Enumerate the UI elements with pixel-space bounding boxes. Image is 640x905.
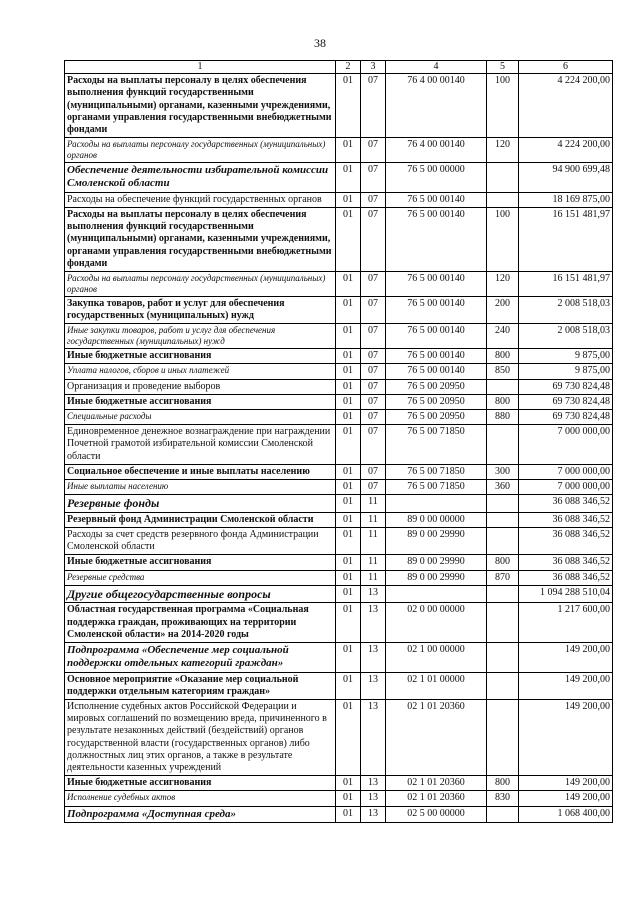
row-expense-type: 850 <box>487 364 519 379</box>
row-section: 01 <box>336 379 361 394</box>
row-target-article: 76 4 00 00140 <box>386 74 487 138</box>
row-amount: 9 875,00 <box>519 364 613 379</box>
row-amount: 149 200,00 <box>519 791 613 806</box>
row-target-article: 02 1 00 00000 <box>386 642 487 672</box>
row-target-article: 76 5 00 71850 <box>386 479 487 494</box>
header-cell-4: 4 <box>386 61 487 74</box>
table-row <box>65 324 613 349</box>
row-amount: 149 200,00 <box>519 776 613 791</box>
row-amount: 2 008 518,03 <box>519 296 613 323</box>
row-name: Расходы на выплаты персоналу в целях обеспечения выполнения функций государственными (муниципальными) органами, казенными учреждениями, органами управления государственными внебюджетными фондами <box>65 74 336 138</box>
row-subsection: 13 <box>361 642 386 672</box>
row-subsection: 07 <box>361 394 386 409</box>
row-expense-type <box>487 425 519 465</box>
table-row <box>65 603 613 643</box>
header-cell-3: 3 <box>361 61 386 74</box>
row-target-article: 76 5 00 00000 <box>386 163 487 193</box>
row-amount: 94 900 699,48 <box>519 163 613 193</box>
row-target-article: 02 1 01 00000 <box>386 672 487 699</box>
row-amount: 36 088 346,52 <box>519 555 613 570</box>
row-name: Обеспечение деятельности избирательной комиссии Смоленской области <box>65 163 336 193</box>
row-subsection: 11 <box>361 527 386 554</box>
row-name: Специальные расходы <box>65 410 336 425</box>
row-section: 01 <box>336 464 361 479</box>
row-expense-type: 800 <box>487 349 519 364</box>
row-amount: 16 151 481,97 <box>519 208 613 272</box>
row-target-article: 89 0 00 29990 <box>386 570 487 585</box>
row-name: Исполнение судебных актов <box>65 791 336 806</box>
row-section: 01 <box>336 425 361 465</box>
row-subsection: 13 <box>361 776 386 791</box>
row-amount: 1 217 600,00 <box>519 603 613 643</box>
row-amount: 36 088 346,52 <box>519 512 613 527</box>
table-row <box>65 512 613 527</box>
row-subsection: 07 <box>361 364 386 379</box>
row-target-article: 76 5 00 20950 <box>386 410 487 425</box>
row-subsection: 07 <box>361 324 386 349</box>
page-number: 38 <box>314 36 326 50</box>
table-row <box>65 163 613 193</box>
row-amount: 149 200,00 <box>519 642 613 672</box>
row-subsection: 11 <box>361 495 386 513</box>
row-expense-type <box>487 495 519 513</box>
row-subsection: 07 <box>361 208 386 272</box>
row-subsection: 07 <box>361 192 386 207</box>
row-subsection: 11 <box>361 555 386 570</box>
row-expense-type <box>487 700 519 776</box>
row-expense-type: 360 <box>487 479 519 494</box>
table-row <box>65 296 613 323</box>
table-row <box>65 464 613 479</box>
row-amount: 69 730 824,48 <box>519 410 613 425</box>
row-expense-type <box>487 806 519 822</box>
row-amount: 149 200,00 <box>519 700 613 776</box>
table-row <box>65 527 613 554</box>
row-amount: 36 088 346,52 <box>519 570 613 585</box>
row-name: Иные бюджетные ассигнования <box>65 394 336 409</box>
table-row <box>65 700 613 776</box>
row-target-article: 76 5 00 00140 <box>386 349 487 364</box>
row-name: Единовременное денежное вознаграждение при награждении Почетной грамотой избирательной комиссии Смоленской области <box>65 425 336 465</box>
row-name: Исполнение судебных актов Российской Федерации и мировых соглашений по возмещению вреда, причиненного в результате незаконных действий (бездействий) органов государственной власти (государственных органов) либо должностных лиц этих органов, а также в результате деятельности казенных учреждений <box>65 700 336 776</box>
row-subsection: 07 <box>361 349 386 364</box>
row-section: 01 <box>336 495 361 513</box>
row-amount: 7 000 000,00 <box>519 464 613 479</box>
row-target-article: 89 0 00 00000 <box>386 512 487 527</box>
table-row <box>65 364 613 379</box>
row-name: Расходы на выплаты персоналу государственных (муниципальных) органов <box>65 272 336 297</box>
row-amount: 36 088 346,52 <box>519 495 613 513</box>
row-subsection: 13 <box>361 672 386 699</box>
header-cell-5: 5 <box>487 61 519 74</box>
row-subsection: 13 <box>361 700 386 776</box>
header-cell-2: 2 <box>336 61 361 74</box>
row-target-article: 76 4 00 00140 <box>386 138 487 163</box>
row-section: 01 <box>336 776 361 791</box>
row-target-article: 76 5 00 00140 <box>386 324 487 349</box>
table-row <box>65 208 613 272</box>
row-expense-type: 800 <box>487 776 519 791</box>
row-expense-type <box>487 585 519 603</box>
row-target-article: 76 5 00 20950 <box>386 394 487 409</box>
row-subsection: 13 <box>361 806 386 822</box>
header-cell-1: 1 <box>65 61 336 74</box>
row-section: 01 <box>336 700 361 776</box>
row-expense-type <box>487 512 519 527</box>
row-subsection: 07 <box>361 425 386 465</box>
row-target-article: 76 5 00 20950 <box>386 379 487 394</box>
row-subsection: 13 <box>361 603 386 643</box>
row-amount: 4 224 200,00 <box>519 138 613 163</box>
row-target-article <box>386 495 487 513</box>
row-name: Расходы на выплаты персоналу государственных (муниципальных) органов <box>65 138 336 163</box>
table-row <box>65 642 613 672</box>
row-section: 01 <box>336 527 361 554</box>
row-expense-type <box>487 192 519 207</box>
row-target-article: 76 5 00 71850 <box>386 425 487 465</box>
row-amount: 9 875,00 <box>519 349 613 364</box>
row-section: 01 <box>336 555 361 570</box>
row-name: Подпрограмма «Обеспечение мер социальной поддержки отдельных категорий граждан» <box>65 642 336 672</box>
table-row <box>65 272 613 297</box>
row-name: Иные бюджетные ассигнования <box>65 555 336 570</box>
row-subsection: 07 <box>361 464 386 479</box>
table-row <box>65 776 613 791</box>
row-section: 01 <box>336 163 361 193</box>
row-target-article: 89 0 00 29990 <box>386 527 487 554</box>
row-amount: 7 000 000,00 <box>519 479 613 494</box>
row-expense-type: 830 <box>487 791 519 806</box>
row-section: 01 <box>336 512 361 527</box>
row-subsection: 07 <box>361 379 386 394</box>
table-row <box>65 138 613 163</box>
table-row <box>65 74 613 138</box>
row-amount: 7 000 000,00 <box>519 425 613 465</box>
row-target-article <box>386 585 487 603</box>
row-section: 01 <box>336 74 361 138</box>
row-expense-type <box>487 672 519 699</box>
table-row <box>65 410 613 425</box>
table-row <box>65 570 613 585</box>
row-expense-type: 800 <box>487 555 519 570</box>
row-name: Иные бюджетные ассигнования <box>65 776 336 791</box>
row-amount: 2 008 518,03 <box>519 324 613 349</box>
row-name: Социальное обеспечение и иные выплаты населению <box>65 464 336 479</box>
row-expense-type: 880 <box>487 410 519 425</box>
row-name: Иные бюджетные ассигнования <box>65 349 336 364</box>
table-row <box>65 495 613 513</box>
row-target-article: 76 5 00 00140 <box>386 272 487 297</box>
row-section: 01 <box>336 791 361 806</box>
table-row <box>65 349 613 364</box>
row-name: Расходы за счет средств резервного фонда Администрации Смоленской области <box>65 527 336 554</box>
table-row <box>65 425 613 465</box>
row-name: Иные закупки товаров, работ и услуг для обеспечения государственных (муниципальных) нужд <box>65 324 336 349</box>
row-section: 01 <box>336 272 361 297</box>
row-target-article: 76 5 00 00140 <box>386 208 487 272</box>
row-subsection: 07 <box>361 138 386 163</box>
table-row <box>65 791 613 806</box>
row-subsection: 11 <box>361 570 386 585</box>
row-name: Расходы на выплаты персоналу в целях обеспечения выполнения функций государственными (муниципальными) органами, казенными учреждениями, органами управления государственными внебюджетными фондами <box>65 208 336 272</box>
row-name: Резервные средства <box>65 570 336 585</box>
row-amount: 1 094 288 510,04 <box>519 585 613 603</box>
row-name: Расходы на обеспечение функций государственных органов <box>65 192 336 207</box>
table-row <box>65 555 613 570</box>
row-expense-type <box>487 163 519 193</box>
row-amount: 149 200,00 <box>519 672 613 699</box>
row-subsection: 07 <box>361 410 386 425</box>
row-expense-type: 120 <box>487 272 519 297</box>
table-row <box>65 379 613 394</box>
table-row <box>65 672 613 699</box>
row-expense-type <box>487 379 519 394</box>
row-expense-type: 240 <box>487 324 519 349</box>
row-section: 01 <box>336 603 361 643</box>
row-name: Иные выплаты населению <box>65 479 336 494</box>
row-section: 01 <box>336 208 361 272</box>
row-target-article: 02 1 01 20360 <box>386 776 487 791</box>
row-target-article: 76 5 00 71850 <box>386 464 487 479</box>
row-section: 01 <box>336 364 361 379</box>
header-row <box>65 61 613 74</box>
row-amount: 1 068 400,00 <box>519 806 613 822</box>
row-name: Основное мероприятие «Оказание мер социальной поддержки отдельным категориям граждан» <box>65 672 336 699</box>
row-target-article: 02 0 00 00000 <box>386 603 487 643</box>
row-expense-type <box>487 527 519 554</box>
row-amount: 18 169 875,00 <box>519 192 613 207</box>
row-section: 01 <box>336 296 361 323</box>
row-subsection: 07 <box>361 74 386 138</box>
row-section: 01 <box>336 410 361 425</box>
row-expense-type: 100 <box>487 208 519 272</box>
row-section: 01 <box>336 192 361 207</box>
row-name: Уплата налогов, сборов и иных платежей <box>65 364 336 379</box>
row-name: Областная государственная программа «Социальная поддержка граждан, проживающих на территории Смоленской области» на 2014-2020 годы <box>65 603 336 643</box>
table-row <box>65 806 613 822</box>
row-subsection: 11 <box>361 512 386 527</box>
row-subsection: 13 <box>361 791 386 806</box>
row-expense-type <box>487 603 519 643</box>
row-section: 01 <box>336 349 361 364</box>
table-row <box>65 394 613 409</box>
row-expense-type: 120 <box>487 138 519 163</box>
row-section: 01 <box>336 672 361 699</box>
row-amount: 36 088 346,52 <box>519 527 613 554</box>
row-amount: 16 151 481,97 <box>519 272 613 297</box>
table-row <box>65 585 613 603</box>
table-body <box>65 74 613 823</box>
row-name: Организация и проведение выборов <box>65 379 336 394</box>
row-section: 01 <box>336 138 361 163</box>
header-cell-6: 6 <box>519 61 613 74</box>
row-target-article: 02 1 01 20360 <box>386 700 487 776</box>
table-row <box>65 479 613 494</box>
row-section: 01 <box>336 479 361 494</box>
row-subsection: 07 <box>361 163 386 193</box>
row-target-article: 02 1 01 20360 <box>386 791 487 806</box>
row-section: 01 <box>336 570 361 585</box>
row-expense-type: 100 <box>487 74 519 138</box>
row-amount: 69 730 824,48 <box>519 379 613 394</box>
row-section: 01 <box>336 806 361 822</box>
row-name: Резервные фонды <box>65 495 336 513</box>
row-target-article: 76 5 00 00140 <box>386 364 487 379</box>
row-subsection: 07 <box>361 296 386 323</box>
row-subsection: 07 <box>361 272 386 297</box>
row-target-article: 02 5 00 00000 <box>386 806 487 822</box>
row-name: Другие общегосударственные вопросы <box>65 585 336 603</box>
row-subsection: 13 <box>361 585 386 603</box>
row-target-article: 76 5 00 00140 <box>386 192 487 207</box>
row-amount: 69 730 824,48 <box>519 394 613 409</box>
row-expense-type: 870 <box>487 570 519 585</box>
row-expense-type: 200 <box>487 296 519 323</box>
row-amount: 4 224 200,00 <box>519 74 613 138</box>
row-section: 01 <box>336 642 361 672</box>
row-name: Закупка товаров, работ и услуг для обеспечения государственных (муниципальных) нужд <box>65 296 336 323</box>
budget-table <box>64 60 613 823</box>
row-section: 01 <box>336 585 361 603</box>
table-row <box>65 192 613 207</box>
row-expense-type: 300 <box>487 464 519 479</box>
row-section: 01 <box>336 394 361 409</box>
row-expense-type <box>487 642 519 672</box>
row-name: Подпрограмма «Доступная среда» <box>65 806 336 822</box>
row-expense-type: 800 <box>487 394 519 409</box>
row-target-article: 89 0 00 29990 <box>386 555 487 570</box>
row-target-article: 76 5 00 00140 <box>386 296 487 323</box>
row-section: 01 <box>336 324 361 349</box>
row-subsection: 07 <box>361 479 386 494</box>
row-name: Резервный фонд Администрации Смоленской области <box>65 512 336 527</box>
